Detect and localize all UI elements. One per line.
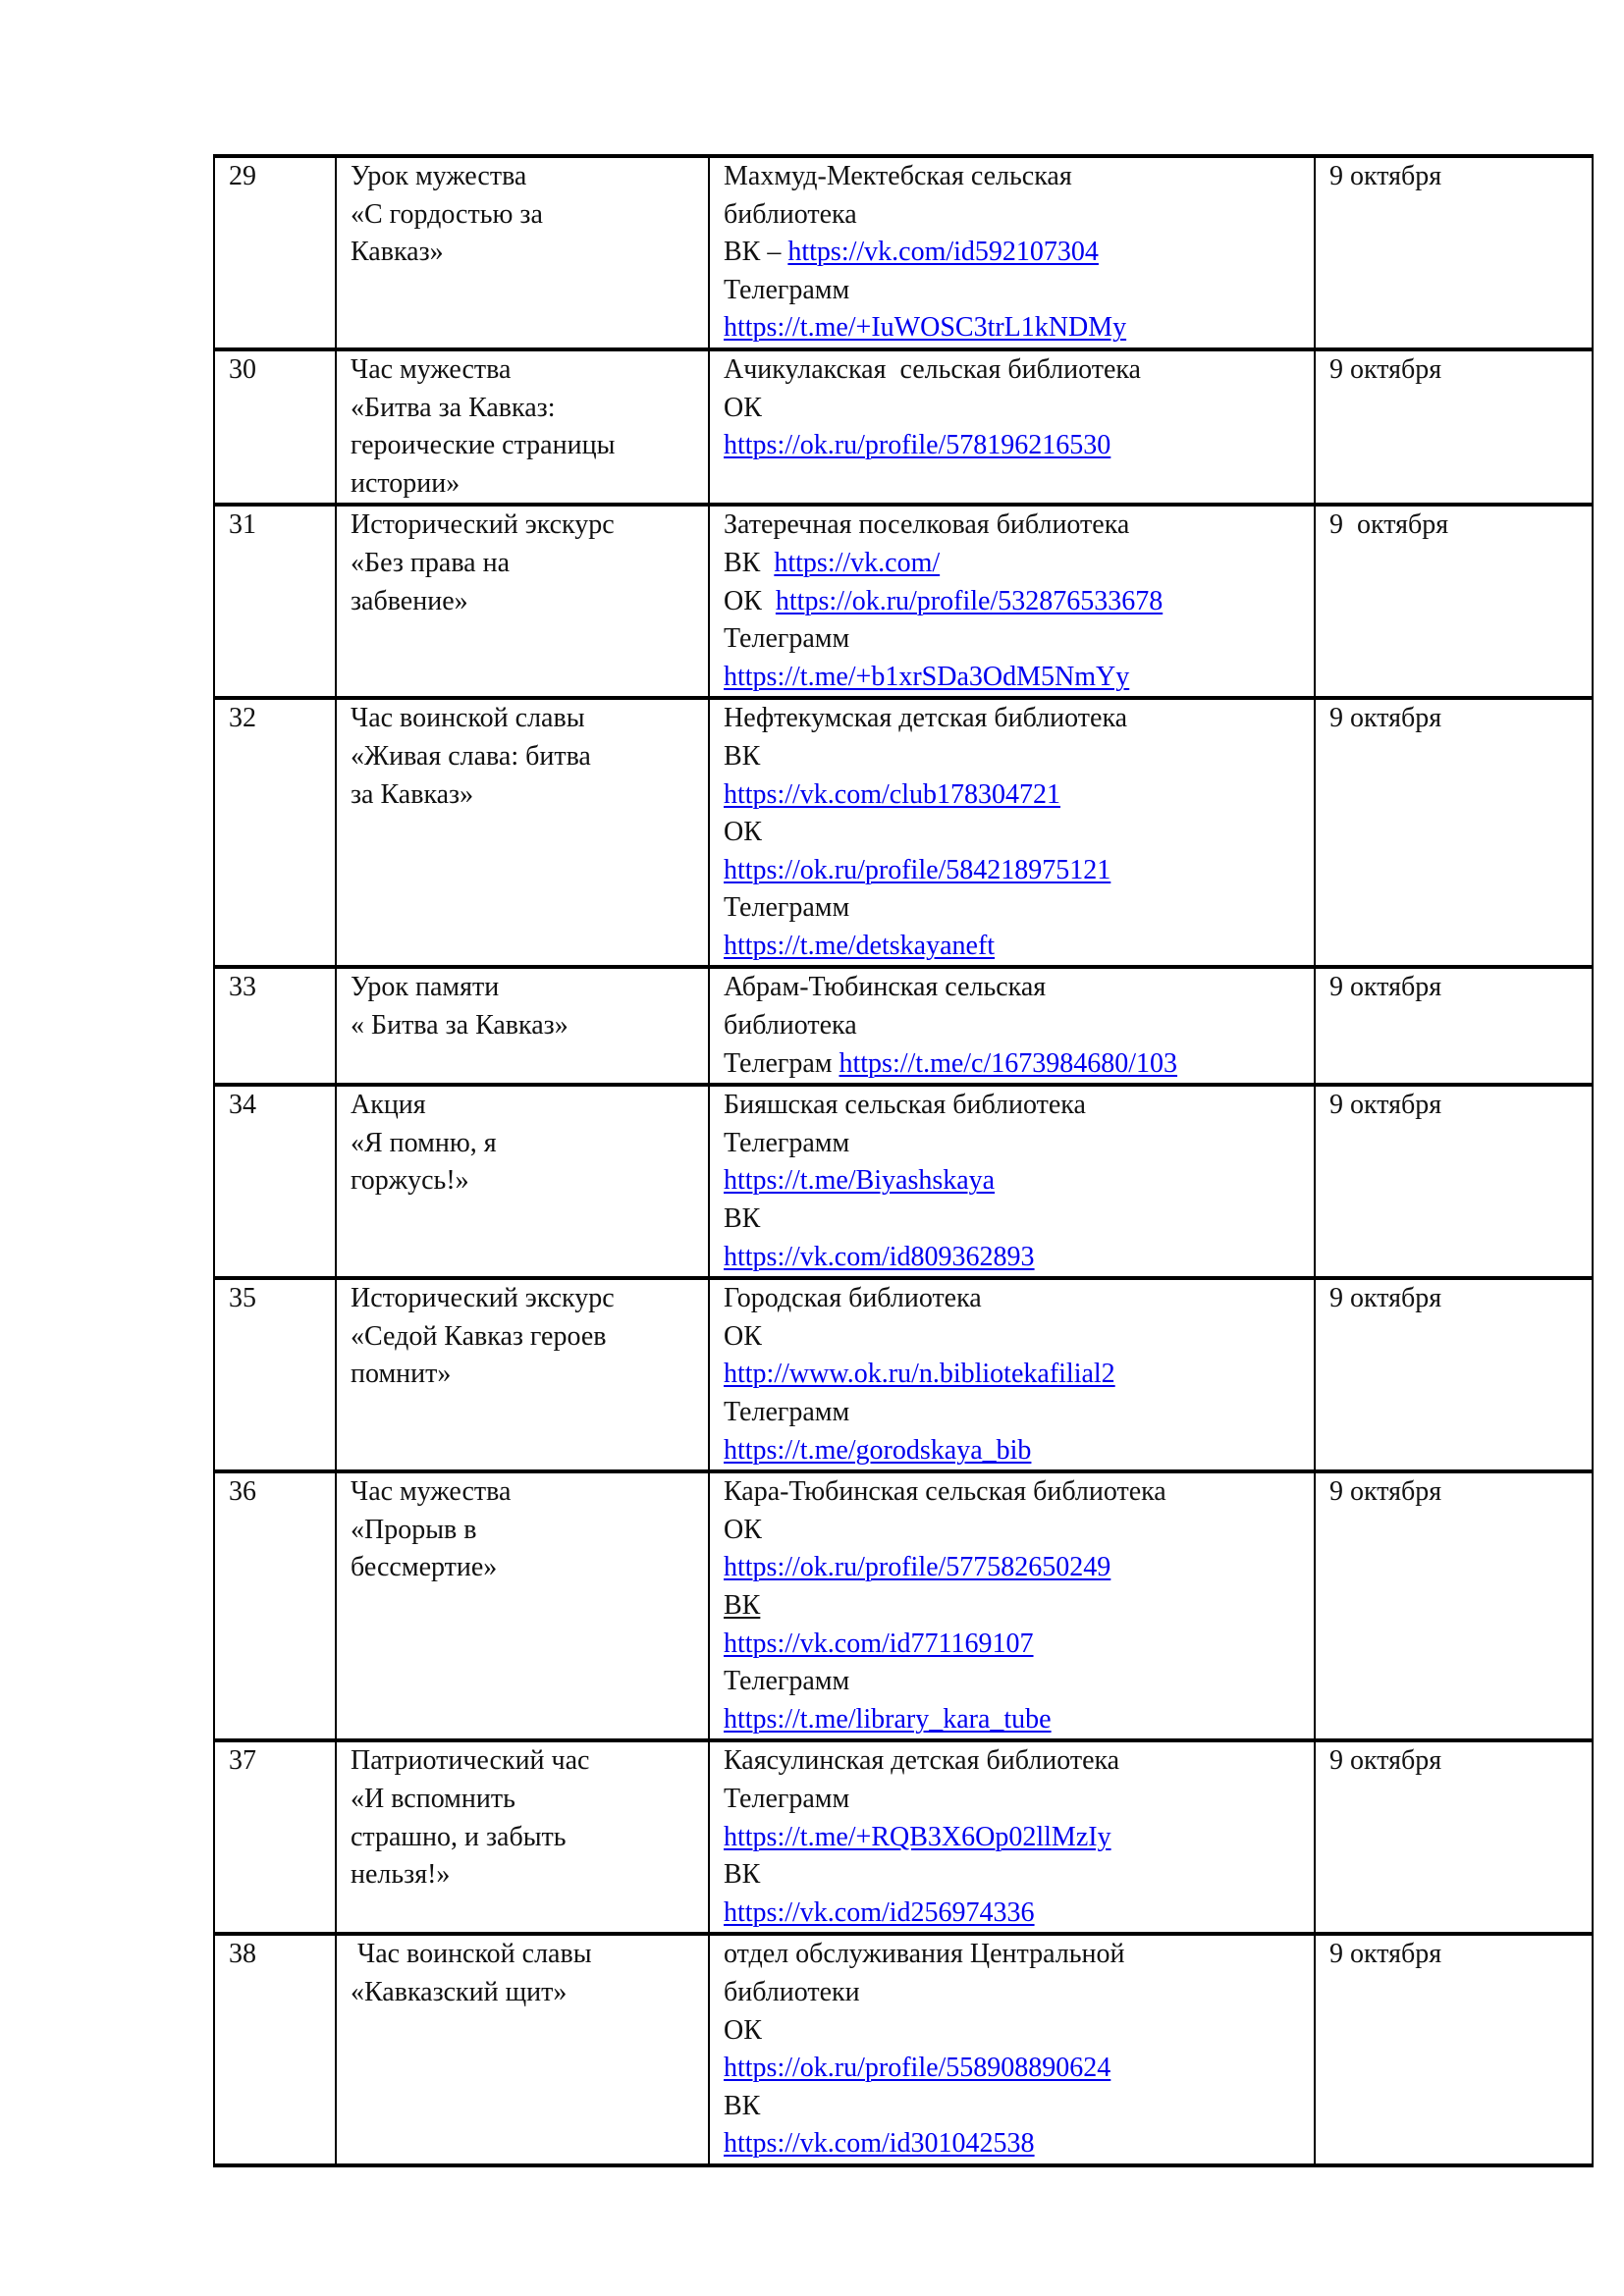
event-title-line: Кавказ» <box>351 237 444 268</box>
table-row <box>214 156 1593 349</box>
social-link[interactable]: https://vk.com/id256974336 <box>724 1896 1035 1928</box>
platform-label: ОК <box>724 2014 762 2046</box>
row-number-cell <box>214 1934 336 2165</box>
link-line <box>724 1626 1304 1664</box>
platform-label: Телеграмм <box>724 1127 850 1158</box>
link-line <box>724 2050 1304 2088</box>
social-link[interactable]: https://vk.com/id771169107 <box>724 1628 1034 1659</box>
event-title-line: Патриотический час <box>351 1745 590 1777</box>
event-date: 9 октября <box>1329 1283 1442 1314</box>
link-line <box>724 1162 1304 1201</box>
row-number: 34 <box>229 1090 256 1121</box>
event-date: 9 октября <box>1329 353 1442 385</box>
social-link[interactable]: https://vk.com/id301042538 <box>724 2128 1035 2160</box>
row-number: 37 <box>229 1745 256 1777</box>
event-title-line: «Кавказский щит» <box>351 1976 568 2007</box>
event-title-line: горжусь!» <box>351 1165 469 1197</box>
event-title-line: «Прорыв в <box>351 1514 477 1545</box>
events-table-body <box>214 156 1593 2165</box>
link-line <box>724 1549 1304 1587</box>
link-line <box>724 1701 1304 1739</box>
event-title-line: Исторический экскурс <box>351 509 615 541</box>
platform-line <box>724 620 1304 659</box>
platform-label: ВК <box>724 1203 761 1235</box>
event-date: 9 октября <box>1329 1939 1442 1970</box>
social-link[interactable]: https://t.me/+IuWOSC3trL1kNDMy <box>724 312 1127 344</box>
date-cell <box>1315 1278 1593 1471</box>
social-link[interactable]: https://vk.com/id592107304 <box>787 237 1099 268</box>
event-title-line: героические страницы <box>351 430 616 461</box>
date-cell <box>1315 156 1593 349</box>
social-link[interactable]: https://t.me/+RQB3X6Op02llMzIy <box>724 1821 1111 1852</box>
event-title-cell <box>336 156 709 349</box>
platform-label: Телеграмм <box>724 1783 850 1814</box>
social-link[interactable]: https://t.me/Biyashskaya <box>724 1165 996 1197</box>
venue-cell <box>709 349 1315 505</box>
link-line <box>724 659 1304 697</box>
venue-name-line: Затеречная поселковая библиотека <box>724 509 1130 541</box>
social-link[interactable]: https://vk.com/ <box>774 547 941 578</box>
event-date: 9 октября <box>1329 1745 1442 1777</box>
platform-line <box>724 234 1304 272</box>
row-number-cell <box>214 967 336 1085</box>
event-title-line: за Кавказ» <box>351 778 474 810</box>
social-link[interactable]: https://vk.com/id809362893 <box>724 1241 1035 1272</box>
platform-line <box>724 814 1304 852</box>
event-date: 9 октября <box>1329 1090 1442 1121</box>
venue-cell <box>709 1278 1315 1471</box>
link-line <box>724 1819 1304 1857</box>
venue-cell <box>709 1085 1315 1278</box>
venue-cell <box>709 1740 1315 1934</box>
platform-label: Телеграмм <box>724 892 850 924</box>
row-number: 29 <box>229 161 256 191</box>
venue-name-line: Городская библиотека <box>724 1283 982 1314</box>
table-row <box>214 1740 1593 1934</box>
social-link[interactable]: https://ok.ru/profile/577582650249 <box>724 1552 1111 1583</box>
platform-label: Телеграмм <box>724 1397 850 1427</box>
event-date: 9 октября <box>1329 1476 1442 1508</box>
link-line <box>724 1239 1304 1277</box>
platform-line <box>724 583 1304 621</box>
event-title-cell <box>336 1471 709 1740</box>
venue-name-line: библиотека <box>724 1010 857 1041</box>
platform-label: ВК <box>724 1859 761 1891</box>
venue-cell <box>709 156 1315 349</box>
table-row <box>214 1934 1593 2165</box>
events-table <box>213 154 1594 2167</box>
table-row <box>214 967 1593 1085</box>
platform-line <box>724 1125 1304 1163</box>
platform-label: ОК <box>724 1514 762 1545</box>
platform-line <box>724 2088 1304 2126</box>
event-title-line: нельзя!» <box>351 1859 451 1891</box>
platform-label: Телеграм <box>724 1047 839 1079</box>
event-title-cell <box>336 698 709 967</box>
venue-name-line: Абрам-Тюбинская сельская <box>724 972 1047 1003</box>
social-link[interactable]: https://t.me/detskayaneft <box>724 930 996 961</box>
venue-name-line: Каясулинская детская библиотека <box>724 1745 1120 1777</box>
platform-label: ВК <box>724 2090 761 2121</box>
row-number: 31 <box>229 509 256 541</box>
row-number: 33 <box>229 972 256 1003</box>
social-link[interactable]: https://vk.com/club178304721 <box>724 778 1060 810</box>
date-cell <box>1315 505 1593 698</box>
event-title-line: Урок памяти <box>351 972 500 1003</box>
platform-line <box>724 1045 1304 1084</box>
venue-name-line: Бияшская сельская библиотека <box>724 1090 1086 1121</box>
event-title-line: Час мужества <box>351 353 512 385</box>
social-link[interactable]: https://ok.ru/profile/532876533678 <box>775 585 1164 616</box>
date-cell <box>1315 698 1593 967</box>
date-cell <box>1315 349 1593 505</box>
row-number-cell <box>214 1471 336 1740</box>
event-title-line: Час воинской славы <box>351 1939 592 1970</box>
event-title-line: « Битва за Кавказ» <box>351 1010 568 1041</box>
row-number-cell <box>214 698 336 967</box>
event-title-line: «Седой Кавказ героев <box>351 1320 607 1352</box>
platform-line <box>724 1512 1304 1550</box>
event-title-line: забвение» <box>351 585 468 616</box>
event-title-line: «И вспомнить <box>351 1783 515 1814</box>
link-line <box>724 2125 1304 2163</box>
date-cell <box>1315 1085 1593 1278</box>
social-link[interactable]: https://ok.ru/profile/578196216530 <box>724 430 1111 461</box>
venue-cell <box>709 1471 1315 1740</box>
link-line <box>724 427 1304 465</box>
social-link[interactable]: https://t.me/gorodskaya_bib <box>724 1434 1032 1466</box>
row-number: 36 <box>229 1476 256 1508</box>
link-line <box>724 1432 1304 1470</box>
platform-label: ОК <box>724 817 762 848</box>
social-link[interactable]: https://ok.ru/profile/558908890624 <box>724 2053 1111 2084</box>
event-date: 9 октября <box>1329 703 1442 734</box>
social-link[interactable]: https://t.me/library_kara_tube <box>724 1703 1052 1735</box>
table-row <box>214 1085 1593 1278</box>
event-title-line: Акция <box>351 1090 426 1121</box>
venue-cell <box>709 698 1315 967</box>
row-number-cell <box>214 156 336 349</box>
event-title-cell <box>336 505 709 698</box>
event-title-cell <box>336 1740 709 1934</box>
platform-line <box>724 272 1304 310</box>
event-title-line: Час воинской славы <box>351 703 585 734</box>
table-row <box>214 698 1593 967</box>
row-number: 35 <box>229 1283 256 1314</box>
platform-label: ОК <box>724 585 776 616</box>
link-line <box>724 928 1304 966</box>
platform-label: ВК – <box>724 237 788 268</box>
row-number: 30 <box>229 353 256 385</box>
platform-line <box>724 1663 1304 1701</box>
event-title-line: «Живая слава: битва <box>351 740 591 772</box>
link-line <box>724 1356 1304 1394</box>
platform-line <box>724 1394 1304 1432</box>
table-row <box>214 1471 1593 1740</box>
social-link[interactable]: https://ok.ru/profile/584218975121 <box>724 854 1111 885</box>
event-title-cell <box>336 349 709 505</box>
date-cell <box>1315 1740 1593 1934</box>
row-number-cell <box>214 505 336 698</box>
venue-cell <box>709 1934 1315 2165</box>
event-title-cell <box>336 1278 709 1471</box>
platform-line <box>724 738 1304 776</box>
table-row <box>214 349 1593 505</box>
social-link[interactable]: https://t.me/+b1xrSDa3OdM5NmYy <box>724 661 1130 692</box>
event-date: 9 октября <box>1329 972 1442 1003</box>
row-number: 38 <box>229 1939 256 1970</box>
platform-line <box>724 1318 1304 1357</box>
event-title-cell <box>336 967 709 1085</box>
venue-name-line: библиотеки <box>724 1976 860 2007</box>
platform-line <box>724 1856 1304 1895</box>
event-title-line: «Битва за Кавказ: <box>351 392 556 423</box>
event-title-line: помнит» <box>351 1359 452 1390</box>
platform-line <box>724 2012 1304 2051</box>
social-link[interactable]: https://t.me/c/1673984680/103 <box>839 1047 1178 1079</box>
venue-name-line: библиотека <box>724 198 857 230</box>
platform-label: Телеграмм <box>724 1666 850 1697</box>
venue-name-line: Нефтекумская детская библиотека <box>724 703 1128 734</box>
date-cell <box>1315 1934 1593 2165</box>
venue-name-line: отдел обслуживания Центральной <box>724 1939 1125 1970</box>
row-number-cell <box>214 1740 336 1934</box>
venue-name-line: Ачикулакская сельская библиотека <box>724 353 1141 385</box>
event-title-line: бессмертие» <box>351 1552 498 1583</box>
link-line <box>724 852 1304 890</box>
link-line <box>724 1895 1304 1933</box>
row-number-cell <box>214 1085 336 1278</box>
date-cell <box>1315 967 1593 1085</box>
venue-name-line: Махмуд-Мектебская сельская <box>724 161 1072 191</box>
date-cell <box>1315 1471 1593 1740</box>
link-line <box>724 776 1304 815</box>
platform-line <box>724 390 1304 428</box>
platform-line <box>724 1781 1304 1819</box>
table-row <box>214 505 1593 698</box>
event-title-line: Исторический экскурс <box>351 1283 615 1314</box>
event-title-line: «Я помню, я <box>351 1127 497 1158</box>
event-date: 9 октября <box>1329 161 1442 191</box>
event-title-line: истории» <box>351 467 460 499</box>
platform-label: ОК <box>724 1320 762 1352</box>
platform-label: ВК <box>724 547 775 578</box>
row-number: 32 <box>229 703 256 734</box>
event-title-line: «С гордостью за <box>351 198 543 230</box>
event-title-cell <box>336 1085 709 1278</box>
event-title-line: «Без права на <box>351 547 511 578</box>
row-number-cell <box>214 349 336 505</box>
platform-line <box>724 889 1304 928</box>
table-row <box>214 1278 1593 1471</box>
venue-cell <box>709 505 1315 698</box>
link-line <box>724 309 1304 347</box>
event-title-line: страшно, и забыть <box>351 1821 567 1852</box>
platform-line <box>724 1201 1304 1239</box>
event-title-line: Урок мужества <box>351 161 527 191</box>
row-number-cell <box>214 1278 336 1471</box>
platform-line <box>724 1587 1304 1626</box>
event-date: 9 октября <box>1329 509 1449 541</box>
venue-cell <box>709 967 1315 1085</box>
platform-label: ВК <box>724 740 761 772</box>
venue-name-line: Кара-Тюбинская сельская библиотека <box>724 1476 1166 1508</box>
platform-label: Телеграмм <box>724 623 850 655</box>
platform-line <box>724 545 1304 583</box>
platform-label: ВК <box>724 1589 761 1621</box>
platform-label: Телеграмм <box>724 274 850 305</box>
social-link[interactable]: http://www.ok.ru/n.bibliotekafilial2 <box>724 1359 1115 1390</box>
event-title-cell <box>336 1934 709 2165</box>
event-title-line: Час мужества <box>351 1476 512 1508</box>
platform-label: ОК <box>724 392 762 423</box>
